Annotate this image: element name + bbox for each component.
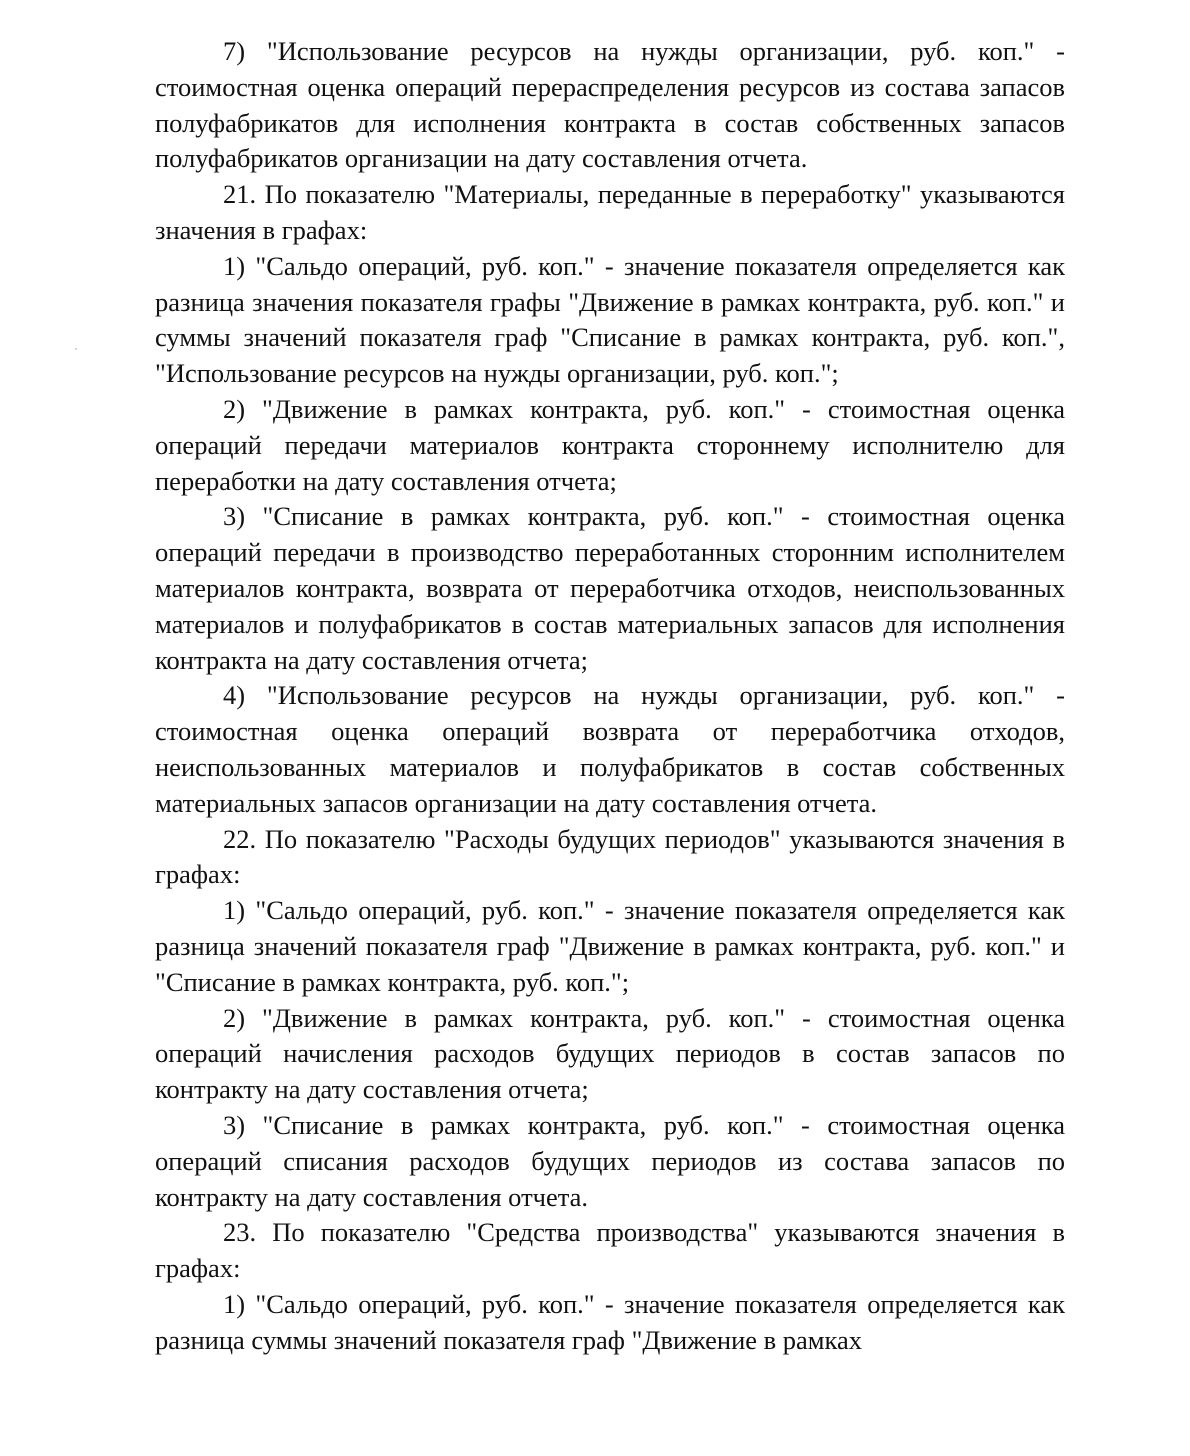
paragraph-22-heading: 22. По показателю "Расходы будущих периодов" указываются значения в графах: xyxy=(155,823,1065,890)
scan-speck xyxy=(75,348,77,350)
paragraph-21-item-3: 3) "Списание в рамках контракта, руб. коп." - стоимостная оценка операций передачи в производство переработанных сторонним исполнителем материалов контракта, возврата от переработчика отходов, неиспользованных материалов и полуфабрикатов в состав материальных запасов для исполнения контракта на дату составления отчета; xyxy=(155,501,1065,675)
paragraph-21-item-2: 2) "Движение в рамках контракта, руб. коп." - стоимостная оценка операций передачи материалов контракта стороннему исполнителю для переработки на дату составления отчета; xyxy=(155,393,1065,496)
paragraph-22-item-3: 3) "Списание в рамках контракта, руб. коп." - стоимостная оценка операций списания расходов будущих периодов из состава запасов по контракту на дату составления отчета. xyxy=(155,1109,1065,1212)
paragraph-21-heading: 21. По показателю "Материалы, переданные в переработку" указываются значения в графах: xyxy=(155,179,1065,245)
paragraph-21-item-4: 4) "Использование ресурсов на нужды организации, руб. коп." - стоимостная оценка операций возврата от переработчика отходов, неиспользованных материалов и полуфабрикатов в состав собственных материальных запасов организации на дату составления отчета. xyxy=(155,680,1065,818)
paragraph-22-item-1: 1) "Сальдо операций, руб. коп." - значение показателя определяется как разница значений показателя граф "Движение в рамках контракта, руб. коп." и "Списание в рамках контракта, руб. коп."; xyxy=(155,895,1065,997)
paragraph-23-heading: 23. По показателю "Средства производства" указываются значения в графах: xyxy=(155,1217,1065,1284)
paragraph-7-resource-use: 7) "Использование ресурсов на нужды организации, руб. коп." - стоимостная оценка операций перераспределения ресурсов из состава запасов полуфабрикатов для исполнения контракта в состав собственных запасов полуфабрикатов организации на дату составления отчета. xyxy=(155,36,1065,174)
paragraph-21-item-1: 1) "Сальдо операций, руб. коп." - значение показателя определяется как разница значения показателя графы "Движение в рамках контракта, руб. коп." и суммы значений показателя граф "Списание в рамках контракта, руб. коп.", "Использование ресурсов на нужды организации, руб. коп."; xyxy=(155,250,1065,389)
paragraph-23-item-1: 1) "Сальдо операций, руб. коп." - значение показателя определяется как разница суммы значений показателя граф "Движение в рамках xyxy=(155,1288,1065,1355)
document-body xyxy=(155,34,1065,1358)
paragraph-22-item-2: 2) "Движение в рамках контракта, руб. коп." - стоимостная оценка операций начисления расходов будущих периодов в состав запасов по контракту на дату составления отчета; xyxy=(155,1002,1065,1105)
